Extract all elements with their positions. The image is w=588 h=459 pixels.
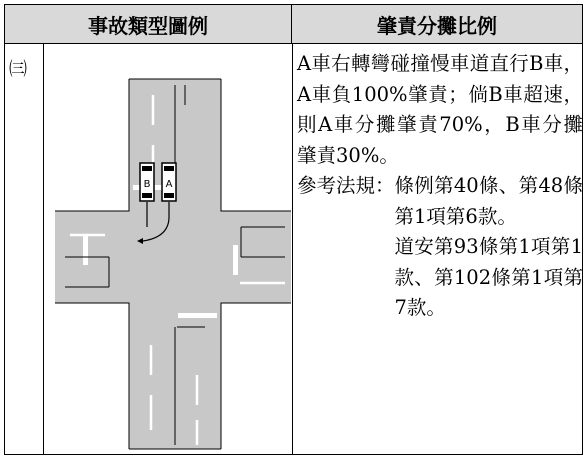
law-item: 道安第93條第1項第1款、第102條第1項第7款。 bbox=[394, 235, 583, 319]
header-diagram-column: 事故類型圖例 bbox=[5, 5, 292, 43]
law-items bbox=[395, 171, 583, 324]
header-divider bbox=[5, 43, 582, 44]
accident-table bbox=[4, 4, 583, 455]
car-a-label: A bbox=[165, 179, 173, 190]
road-surface bbox=[55, 79, 291, 449]
case-number: ㈢ bbox=[9, 59, 27, 80]
responsibility-description bbox=[297, 49, 583, 324]
car-b bbox=[140, 163, 154, 201]
car-b-label: B bbox=[143, 179, 151, 190]
reference-laws bbox=[297, 171, 583, 324]
header-ratio-column: 肇責分攤比例 bbox=[292, 5, 582, 43]
intersection-diagram bbox=[45, 45, 291, 454]
car-a bbox=[162, 163, 176, 201]
ratio-text: A車右轉彎碰撞慢車道直行B車，A車負100%肇責；倘B車超速，則A車分攤肇責70%，B車分攤肇責30%。 bbox=[297, 52, 583, 167]
law-item: 條例第40條、第48條第1項第6款。 bbox=[394, 174, 583, 228]
law-label: 參考法規： bbox=[297, 174, 395, 197]
column-divider-2 bbox=[292, 43, 293, 454]
column-divider-1 bbox=[43, 43, 44, 454]
